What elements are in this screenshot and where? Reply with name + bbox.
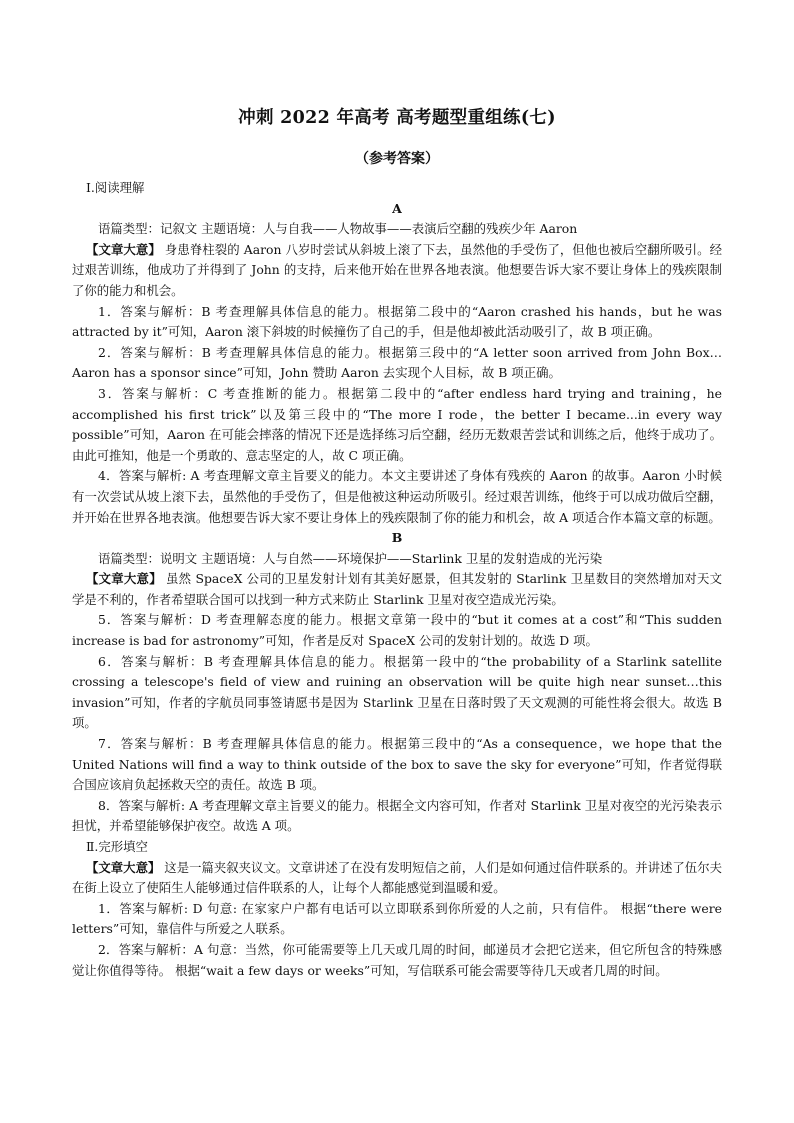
answer-item: 2．答案与解析：B 考查理解具体信息的能力。根据第三段中的“A letter soon arrived from John Box… Aaron has a sponsor since”可知，John 赞助 Aaron 去实现个人目标，故 B 项正确。: [72, 344, 722, 381]
summary-text: 虽然 SpaceX 公司的卫星发射计划有其美好愿景，但其发射的 Starlink 卫星数目的突然增加对天文学是不利的，作者希望联合国可以找到一种方式来防止 Starlink 卫星对夜空造成光污染。: [72, 571, 722, 607]
part-label-a: A: [392, 200, 402, 216]
answer-item: 3．答案与解析：C 考查推断的能力。根据第二段中的“after endless hard trying and training，he accomplished his first trick”以及第三段中的“The more I rode，the better I became...in every way possible”可知，Aaron 在可能会摔落的情况下还是选择练习后空翻，经历无数艰苦尝试和训练之后，他终于成功了。由此可推知，他是一个勇敢的、意志坚定的人，故 C 项正确。: [72, 385, 722, 463]
answer-item: 8．答案与解析: A 考查理解文章主旨要义的能力。根据全文内容可知，作者对 Starlink 卫星对夜空的光污染表示担忧，并希望能够保护夜空。故选 A 项。: [72, 797, 722, 834]
summary-label: 【文章大意】: [86, 571, 162, 587]
document-subtitle: （参考答案）: [355, 151, 439, 167]
answer-item: 4．答案与解析: A 考查理解文章主旨要义的能力。本文主要讲述了身体有残疾的 Aaron 的故事。Aaron 小时候有一次尝试从坡上滚下去，虽然他的手受伤了，但是他被这种运动所吸引。经过艰苦训练，他终于可以成功做后空翻，并开始在世界各地表演。他想要告诉大家不要让身体上的残疾限制了你的能力和机会，故 A 项适合作本篇文章的标题。: [72, 468, 722, 525]
part-label-b: B: [391, 530, 403, 546]
part-a-summary: [72, 240, 722, 302]
part-b-meta: 语篇类型：说明文 主题语境：人与自然——环境保护——Starlink 卫星的发射造成的光污染: [98, 550, 603, 566]
answer-item: 1．答案与解析：B 考查理解具体信息的能力。根据第二段中的“Aaron crashed his hands，but he was attracted by it”可知，Aaron 滚下斜坡的时候撞伤了自己的手，但是他却被此活动吸引了，故 B 项正确。: [72, 303, 722, 340]
summary-text: 身患脊柱裂的 Aaron 八岁时尝试从斜坡上滚了下去，虽然他的手受伤了，但他也被后空翻所吸引。经过艰苦训练，他成功了并得到了 John 的支持，后来他开始在世界各地表演。他想要告诉大家不要让身体上的残疾限制了你的能力和机会。: [72, 241, 723, 298]
answer-item: 1．答案与解析: D 句意: 在家家户户都有电话可以立即联系到你所爱的人之前，只有信件。 根据“there were letters”可知，靠信件与所爱之人联系。: [72, 900, 722, 937]
summary-label: 【文章大意】: [86, 859, 161, 875]
answer-body: [72, 178, 722, 981]
answer-item: 7．答案与解析：B 考查理解具体信息的能力。根据第三段中的“As a consequence，we hope that the United Nations will find a way to think outside of the box to save the sky for everyone”可知，作者觉得联合国应该肩负起拯救天空的责任。故选 B 项。: [72, 736, 722, 793]
document-title: 冲刺 2022 年高考 高考题型重组练(七): [238, 108, 556, 128]
cloze-summary: [72, 858, 722, 899]
section-heading-cloze: Ⅱ.完形填空: [86, 839, 148, 854]
summary-label: 【文章大意】: [86, 241, 161, 257]
summary-text: 这是一篇夹叙夹议文。文章讲述了在没有发明短信之前，人们是如何通过信件联系的。并讲述了伍尔夫在街上设立了使陌生人能够通过信件联系的人，让每个人都能感觉到温暖和爱。: [72, 859, 722, 896]
part-a-meta: 语篇类型：记叙文 主题语境：人与自我——人物故事——表演后空翻的残疾少年 Aaron: [98, 221, 578, 237]
answer-item: 6．答案与解析：B 考查理解具体信息的能力。根据第一段中的“the probability of a Starlink satellite crossing a telescope's field of view and ruining an observation will be quite high near sunset…this invasion”可知，作者的字航员同事签请愿书是因为 Starlink 卫星在日落时毁了天文观测的可能性将会很大。故选 B 项。: [72, 653, 722, 731]
section-heading-reading: Ⅰ.阅读理解: [86, 180, 145, 195]
answer-item: 2．答案与解析：A 句意：当然，你可能需要等上几天或几周的时间，邮递员才会把它送来，但它所包含的特殊感觉让你值得等待。 根据“wait a few days or weeks”可知，写信联系可能会需要等待几天或者几周的时间。: [72, 941, 722, 978]
answer-item: 5．答案与解析：D 考查理解态度的能力。根据文章第一段中的“but it comes at a cost”和“This sudden increase is bad for astronomy”可知，作者是反对 SpaceX 公司的发射计划的。故选 D 项。: [72, 612, 722, 649]
part-b-summary: [72, 569, 722, 610]
